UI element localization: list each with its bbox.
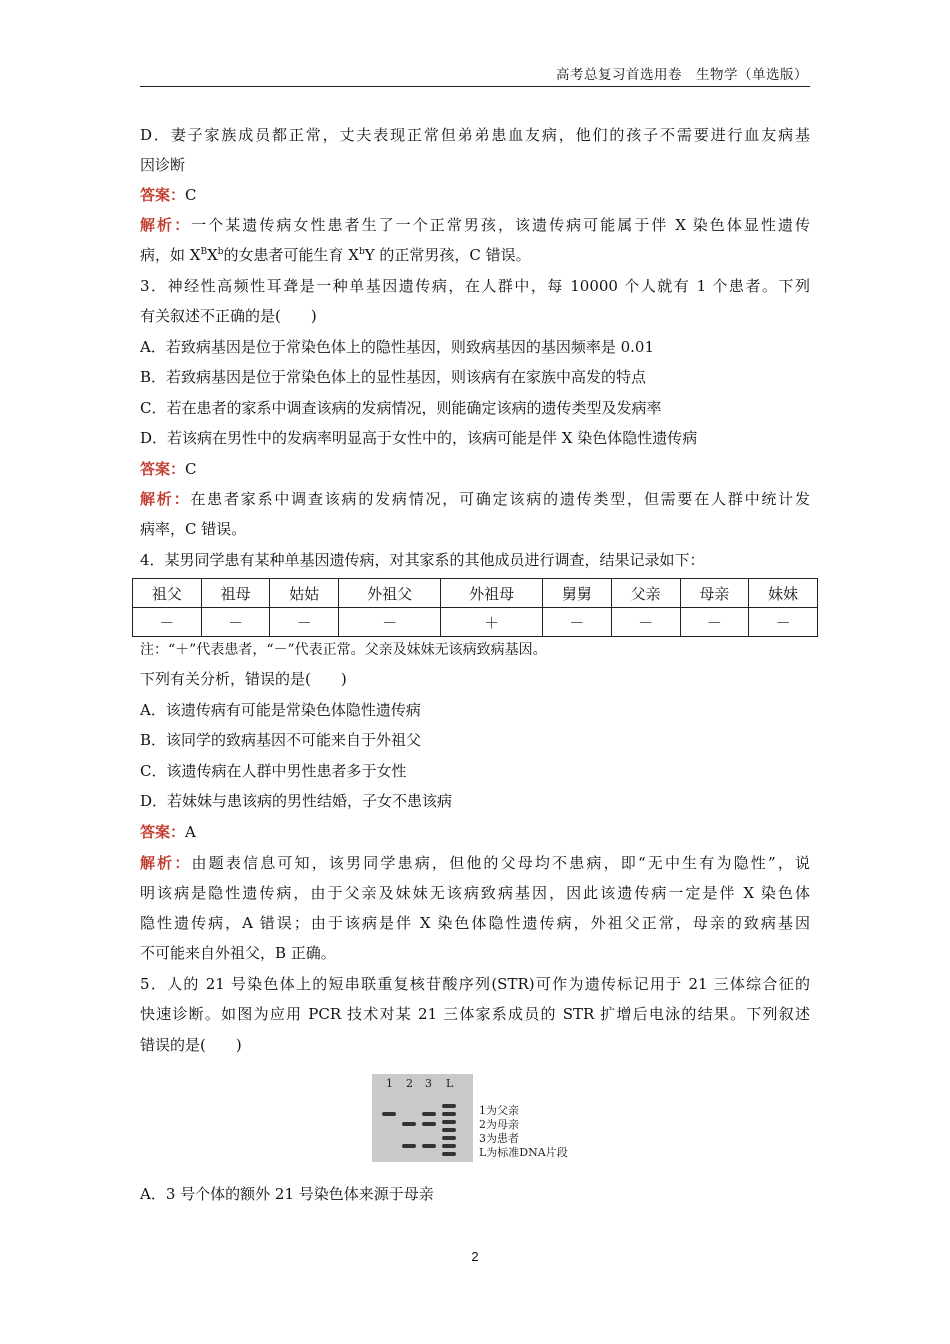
q4-stem: 4．某男同学患有某种单基因遗传病，对其家系的其他成员进行调查，结果记录如下： — [140, 551, 705, 569]
q4-option-a: A．该遗传病有可能是常染色体隐性遗传病 — [140, 701, 421, 719]
q3-option-a: A．若致病基因是位于常染色体上的隐性基因，则致病基因的基因频率是 0.01 — [140, 338, 655, 356]
ladder-band — [442, 1136, 456, 1140]
superscript: b — [358, 247, 365, 257]
q2-analysis-line2 — [140, 245, 810, 265]
lane-label: 3 — [425, 1077, 432, 1090]
answer-value: C — [185, 460, 197, 478]
superscript: B — [200, 247, 208, 257]
q5-option-a: A．3 号个体的额外 21 号染色体来源于母亲 — [140, 1185, 434, 1203]
gel-band — [402, 1144, 416, 1148]
q3-answer — [140, 459, 810, 479]
gel-band — [422, 1112, 436, 1116]
gel-band — [422, 1122, 436, 1126]
analysis-text: 一个某遗传病女性患者生了一个正常男孩，该遗传病可能属于伴 X 染色体显性遗传 — [191, 216, 810, 234]
ladder-band — [442, 1112, 456, 1116]
gel-band — [402, 1122, 416, 1126]
legend-item: 3为患者 — [479, 1132, 519, 1145]
analysis-text: 由题表信息可知，该男同学患病，但他的父母均不患病，即“无中生有为隐性”，说 — [191, 854, 810, 872]
analysis-label: 解析： — [140, 490, 191, 508]
table-row — [133, 608, 818, 637]
legend-item: 2为母亲 — [479, 1118, 519, 1131]
ladder-band — [442, 1128, 456, 1132]
q2-analysis-line1 — [140, 215, 810, 235]
superscript: b — [217, 247, 224, 257]
lane-label: L — [446, 1077, 454, 1090]
q2-answer — [140, 185, 810, 205]
answer-value: C — [185, 186, 197, 204]
table-header-cell: 祖母 — [201, 579, 270, 608]
table-header-cell: 妹妹 — [749, 579, 818, 608]
q4-answer — [140, 822, 810, 842]
q4-analysis-line1 — [140, 853, 810, 873]
analysis-label: 解析： — [140, 854, 192, 872]
analysis-text: 在患者家系中调查该病的发病情况，可确定该病的遗传类型，但需要在人群中统计发 — [190, 490, 810, 508]
table-header-cell: 母亲 — [680, 579, 749, 608]
lane-label: 2 — [406, 1077, 413, 1090]
q3-option-c: C．若在患者的家系中调查该病的发病情况，则能确定该病的遗传类型及发病率 — [140, 399, 662, 417]
q4-option-c: C．该遗传病在人群中男性患者多于女性 — [140, 762, 407, 780]
legend-item: 1为父亲 — [479, 1104, 519, 1117]
q4-analysis-line3: 隐性遗传病，A 错误；由于该病是伴 X 染色体隐性遗传病，外祖父正常，母亲的致病基因 — [140, 914, 810, 932]
ladder-band — [442, 1104, 456, 1108]
table-cell: － — [543, 608, 612, 637]
analysis-text: X — [207, 246, 218, 264]
table-cell: － — [680, 608, 749, 637]
table-cell: － — [749, 608, 818, 637]
q4-table-note: 注：“＋”代表患者，“－”代表正常。父亲及妹妹无该病致病基因。 — [140, 642, 547, 658]
page-header — [140, 66, 810, 87]
q3-option-d: D．若该病在男性中的发病率明显高于女性中的，该病可能是伴 X 染色体隐性遗传病 — [140, 429, 698, 447]
q4-option-d: D．若妹妹与患该病的男性结婚，子女不患该病 — [140, 792, 453, 810]
q3-stem-line2: 有关叙述不正确的是( ) — [140, 307, 317, 325]
ladder-band — [442, 1144, 456, 1148]
q5-stem-line2: 快速诊断。如图为应用 PCR 技术对某 21 三体家系成员的 STR 扩增后电泳的结果。下列叙述 — [140, 1005, 810, 1023]
q3-option-b: B．若致病基因是位于常染色体上的显性基因，则该病有在家族中高发的特点 — [140, 368, 647, 386]
table-header-cell: 祖父 — [133, 579, 202, 608]
ladder-band — [442, 1120, 456, 1124]
legend-item: L为标准DNA片段 — [479, 1146, 568, 1159]
lane-label: 1 — [386, 1077, 393, 1090]
gel-band — [382, 1112, 396, 1116]
q5-stem-line1: 5．人的 21 号染色体上的短串联重复核苷酸序列(STR)可作为遗传标记用于 21 三体综合征的 — [140, 975, 810, 993]
table-cell: － — [339, 608, 441, 637]
analysis-text: Y 的正常男孩，C 错误。 — [364, 246, 531, 264]
table-cell: － — [133, 608, 202, 637]
q5-stem-line3: 错误的是( ) — [140, 1036, 242, 1054]
analysis-label: 解析： — [140, 216, 192, 234]
table-cell: ＋ — [441, 608, 543, 637]
q3-analysis-line1 — [140, 489, 810, 509]
table-header-cell: 外祖父 — [339, 579, 441, 608]
header-title: 高考总复习首选用卷 生物学（单选版） — [556, 67, 808, 83]
ladder-band — [442, 1152, 456, 1156]
table-cell: － — [270, 608, 339, 637]
table-header-cell: 父亲 — [611, 579, 680, 608]
electrophoresis-figure — [372, 1074, 582, 1164]
q3-analysis-line2: 病率，C 错误。 — [140, 520, 247, 538]
page-number: 2 — [471, 1249, 479, 1264]
table-cell: － — [611, 608, 680, 637]
table-header-cell: 舅舅 — [543, 579, 612, 608]
answer-label: 答案： — [140, 186, 186, 204]
answer-label: 答案： — [140, 823, 186, 841]
q4-analysis-line2: 明该病是隐性遗传病，由于父亲及妹妹无该病致病基因，因此该遗传病一定是伴 X 染色体 — [140, 884, 810, 902]
analysis-text: 病，如 X — [140, 246, 201, 264]
q4-question: 下列有关分析，错误的是( ) — [140, 670, 347, 688]
q2-option-d-line2: 因诊断 — [140, 156, 186, 174]
family-survey-table — [132, 578, 818, 637]
table-header-row — [133, 579, 818, 608]
table-header-cell: 姑姑 — [270, 579, 339, 608]
q3-stem-line1: 3．神经性高频性耳聋是一种单基因遗传病，在人群中，每 10000 个人就有 1 个患者。下列 — [140, 277, 810, 295]
table-header-cell: 外祖母 — [441, 579, 543, 608]
q2-option-d-line1: D．妻子家族成员都正常，丈夫表现正常但弟弟患血友病，他们的孩子不需要进行血友病基 — [140, 126, 810, 144]
analysis-text: 的女患者可能生育 X — [223, 246, 359, 264]
q4-option-b: B．该同学的致病基因不可能来自于外祖父 — [140, 731, 422, 749]
answer-label: 答案： — [140, 460, 186, 478]
answer-value: A — [185, 823, 196, 841]
table-cell: － — [201, 608, 270, 637]
gel-band — [422, 1144, 436, 1148]
q4-analysis-line4: 不可能来自外祖父，B 正确。 — [140, 944, 336, 962]
